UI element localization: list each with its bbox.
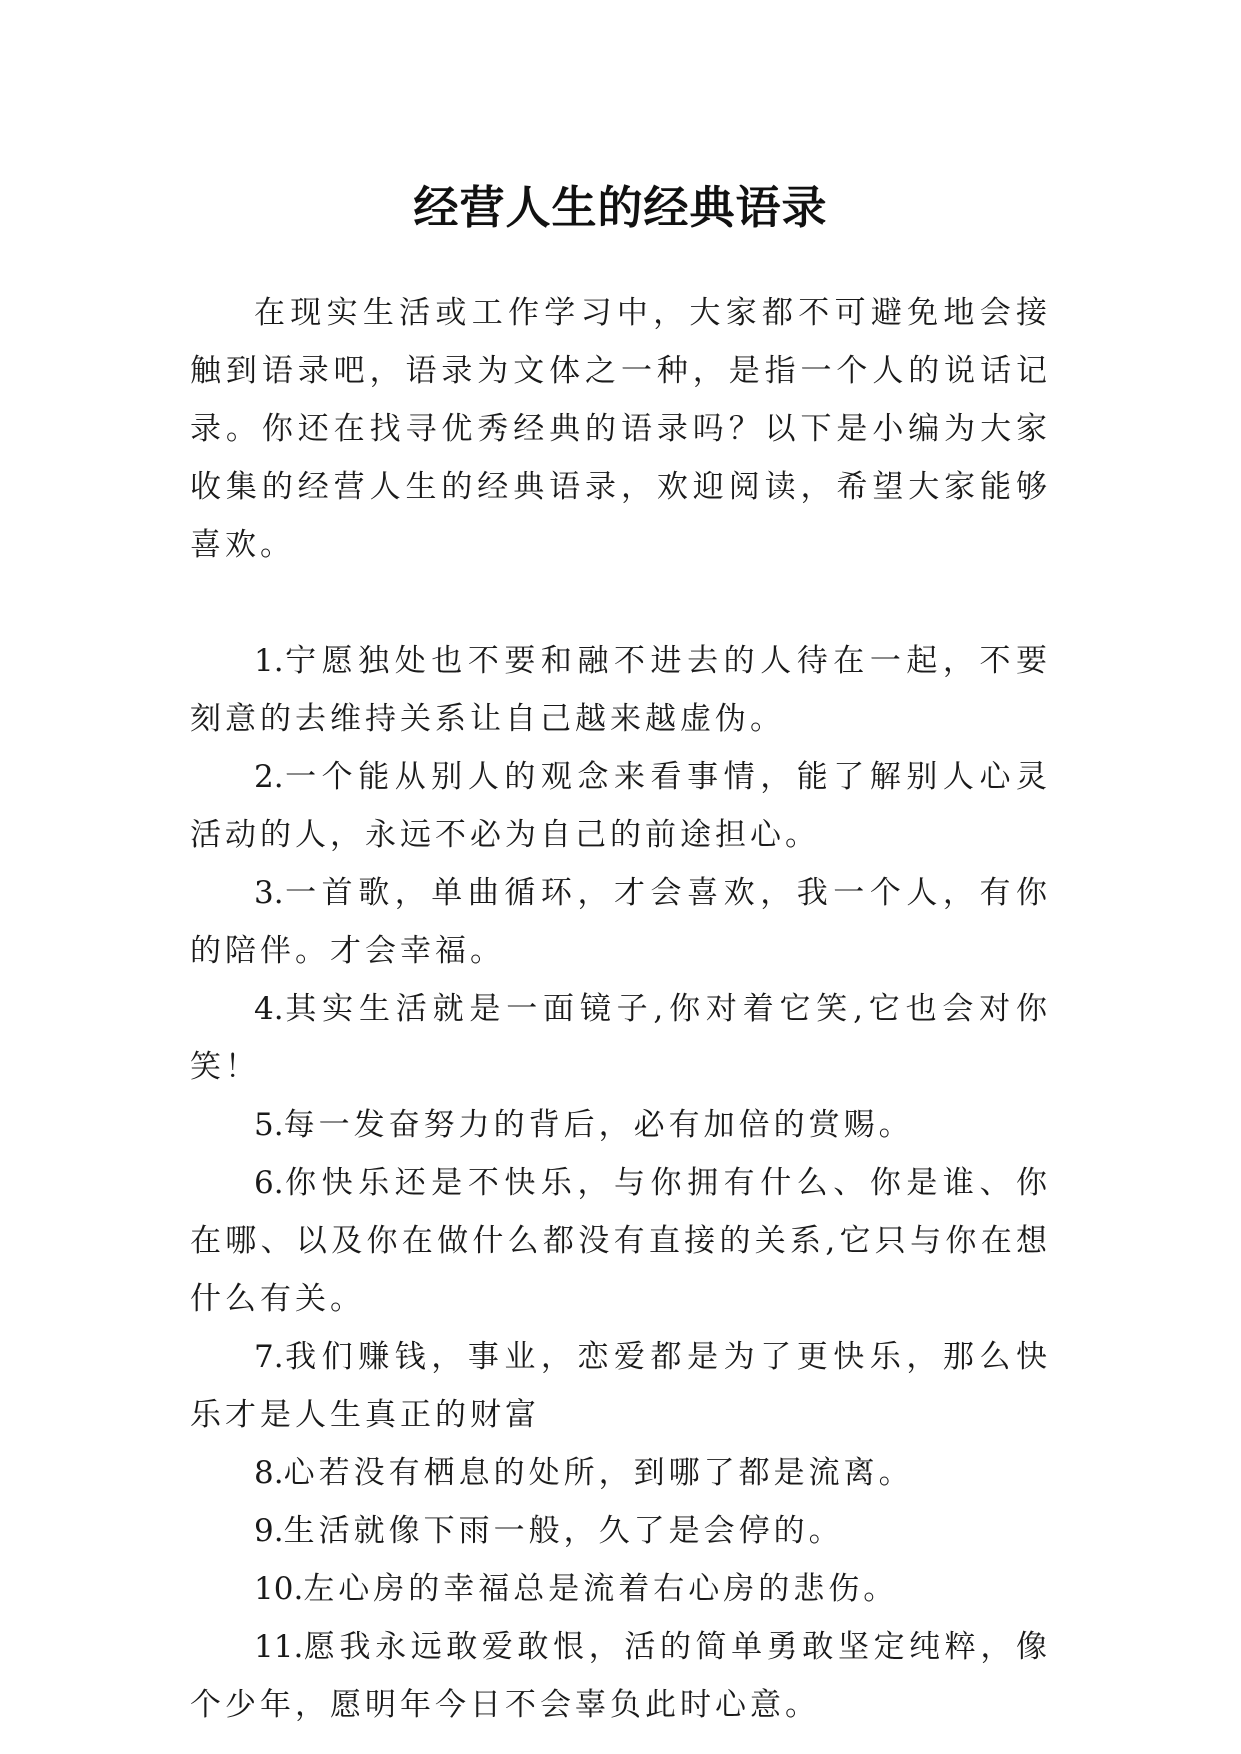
quote-text: 我们赚钱，事业，恋爱都是为了更快乐，那么快乐才是人生真正的财富 [190, 1339, 1051, 1433]
quote-number: 5. [254, 1107, 284, 1143]
quote-number: 3. [254, 875, 284, 911]
quote-item [190, 1618, 1051, 1734]
quote-text: 愿我永远敢爱敢恨，活的简单勇敢坚定纯粹，像个少年，愿明年今日不会辜负此时心意。 [190, 1629, 1051, 1723]
quote-item [190, 1502, 1051, 1560]
quote-number: 8. [254, 1455, 284, 1491]
quote-item [190, 864, 1051, 980]
intro-paragraph: 在现实生活或工作学习中，大家都不可避免地会接触到语录吧，语录为文体之一种，是指一个人的说话记录。你还在找寻优秀经典的语录吗？以下是小编为大家收集的经营人生的经典语录，欢迎阅读，希望大家能够喜欢。 [190, 295, 1051, 563]
page-title: 经营人生的经典语录 [413, 181, 828, 235]
quote-text: 心若没有栖息的处所，到哪了都是流离。 [283, 1455, 914, 1491]
quote-item [190, 748, 1051, 864]
quote-number: 10. [254, 1571, 304, 1607]
quote-text: 生活就像下雨一般，久了是会停的。 [283, 1513, 844, 1549]
quote-number: 11. [254, 1629, 304, 1665]
quote-item [190, 1154, 1051, 1328]
quote-text: 一首歌，单曲循环，才会喜欢，我一个人，有你的陪伴。才会幸福。 [190, 875, 1051, 969]
quote-item [190, 1096, 1051, 1154]
quote-item [190, 1328, 1051, 1444]
quote-text: 每一发奋努力的背后，必有加倍的赏赐。 [283, 1107, 914, 1143]
quote-number: 2. [254, 759, 284, 795]
quote-item [190, 1444, 1051, 1502]
quote-number: 4. [254, 991, 284, 1027]
quote-number: 6. [254, 1165, 284, 1201]
quote-item [190, 980, 1051, 1096]
quote-text: 左心房的幸福总是流着右心房的悲伤。 [303, 1571, 899, 1607]
quote-text: 你快乐还是不快乐，与你拥有什么、你是谁、你在哪、以及你在做什么都没有直接的关系,它只与你在想什么有关。 [190, 1165, 1051, 1317]
quote-text: 其实生活就是一面镜子,你对着它笑,它也会对你笑！ [190, 991, 1051, 1085]
quote-text: 一个能从别人的观念来看事情，能了解别人心灵活动的人，永远不必为自己的前途担心。 [190, 759, 1051, 853]
document-body [190, 284, 1051, 1734]
quote-number: 1. [254, 643, 284, 679]
quote-number: 9. [254, 1513, 284, 1549]
quote-item [190, 632, 1051, 748]
quote-item [190, 1560, 1051, 1618]
quote-number: 7. [254, 1339, 284, 1375]
quote-text: 宁愿独处也不要和融不进去的人待在一起，不要刻意的去维持关系让自己越来越虚伪。 [190, 643, 1051, 737]
